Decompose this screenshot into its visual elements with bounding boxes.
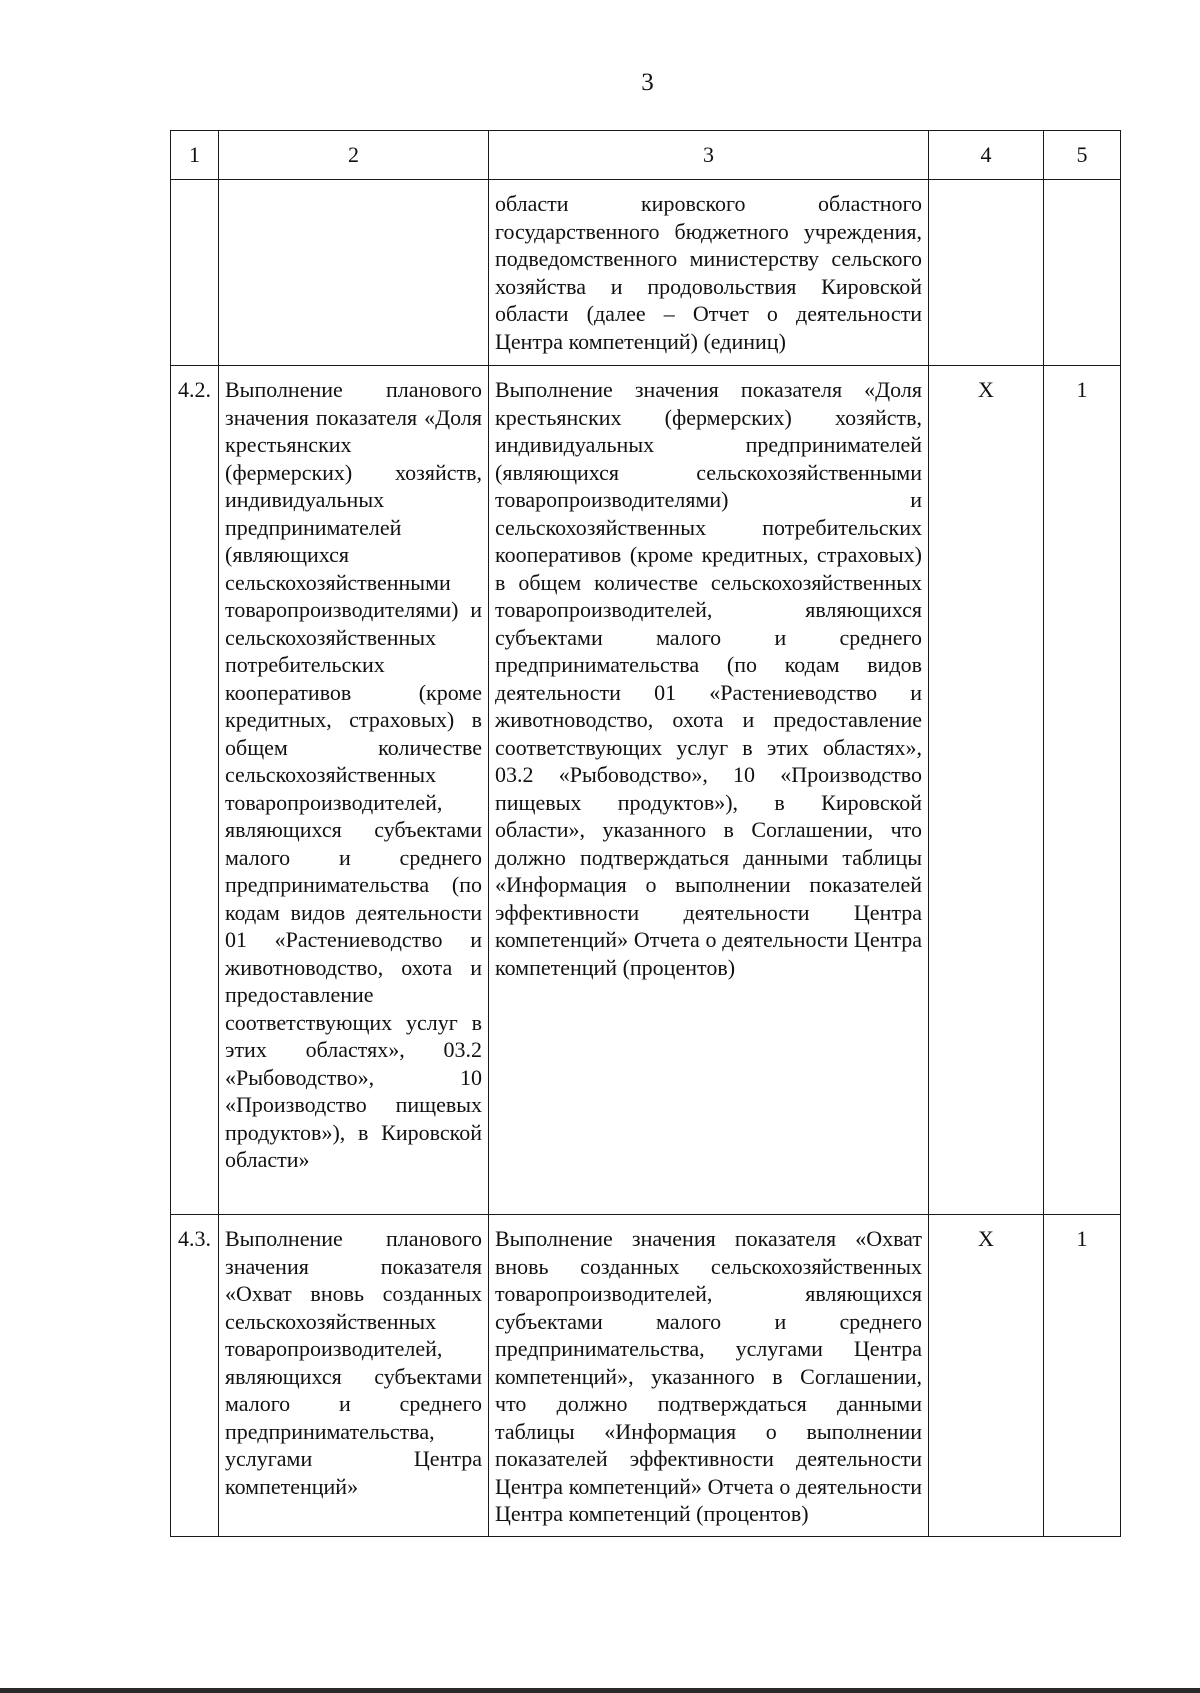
cont-cell-1 (171, 180, 219, 366)
evaluation-table (170, 130, 1121, 1537)
header-cell-4: 4 (929, 131, 1044, 180)
indicator-title-cell: Выполнение планового значения показателя «Доля крестьянских (фермерских) хозяйств, индивидуальных предпринимателей (являющихся сельскохозяйственными товаропроизводителями) и сельскохозяйственных потребительских кооперативов (кроме кредитных, страховых) в общем количестве сельскохозяйственных товаропроизводителей, являющихся субъектами малого и среднего предпринимательства (по кодам видов деятельности 01 «Растениеводство и животноводство, охота и предоставление соответствующих услуг в этих областях», 03.2 «Рыбоводство», 10 «Производство пищевых продуктов»), в Кировской области» (219, 366, 489, 1215)
page-number: 3 (641, 69, 654, 96)
header-cell-5: 5 (1044, 131, 1121, 180)
table-row (171, 366, 1121, 1215)
row-number-cell: 4.2. (171, 366, 219, 1215)
table-row (171, 1215, 1121, 1537)
indicator-description-cell: Выполнение значения показателя «Охват вновь созданных сельскохозяйственных товаропроизводителей, являющихся субъектами малого и среднего предпринимательства, услугами Центра компетенций», указанного в Соглашении, что должно подтверждаться данными таблицы «Информация о выполнении показателей эффективности деятельности Центра компетенций» Отчета о деятельности Центра компетенций (процентов) (489, 1215, 929, 1537)
table-row-continuation (171, 180, 1121, 366)
indicator-description-cell: Выполнение значения показателя «Доля крестьянских (фермерских) хозяйств, индивидуальных предпринимателей (являющихся сельскохозяйственными товаропроизводителями) и сельскохозяйственных потребительских кооперативов (кроме кредитных, страховых) в общем количестве сельскохозяйственных товаропроизводителей, являющихся субъектами малого и среднего предпринимательства (по кодам видов деятельности 01 «Растениеводство и животноводство, охота и предоставление соответствующих услуг в этих областях», 03.2 «Рыбоводство», 10 «Производство пищевых продуктов»), в Кировской области», указанного в Соглашении, что должно подтверждаться данными таблицы «Информация о выполнении показателей эффективности деятельности Центра компетенций» Отчета о деятельности Центра компетенций (процентов) (489, 366, 929, 1215)
cont-description-cell: области кировского областного государственного бюджетного учреждения, подведомственного министерству сельского хозяйства и продовольствия Кировской области (далее – Отчет о деятельности Центра компетенций) (единиц) (489, 180, 929, 366)
col4-value-cell: X (929, 366, 1044, 1215)
header-cell-3: 3 (489, 131, 929, 180)
cont-cell-4 (929, 180, 1044, 366)
header-cell-1: 1 (171, 131, 219, 180)
table-header-row (171, 131, 1121, 180)
scan-bottom-edge (0, 1688, 1200, 1693)
col5-value-cell: 1 (1044, 1215, 1121, 1537)
col5-value-cell: 1 (1044, 366, 1121, 1215)
col4-value-cell: X (929, 1215, 1044, 1537)
indicator-title-cell: Выполнение планового значения показателя «Охват вновь созданных сельскохозяйственных товаропроизводителей, являющихся субъектами малого и среднего предпринимательства, услугами Центра компетенций» (219, 1215, 489, 1537)
cont-cell-5 (1044, 180, 1121, 366)
row-number-cell: 4.3. (171, 1215, 219, 1537)
header-cell-2: 2 (219, 131, 489, 180)
cont-cell-2 (219, 180, 489, 366)
